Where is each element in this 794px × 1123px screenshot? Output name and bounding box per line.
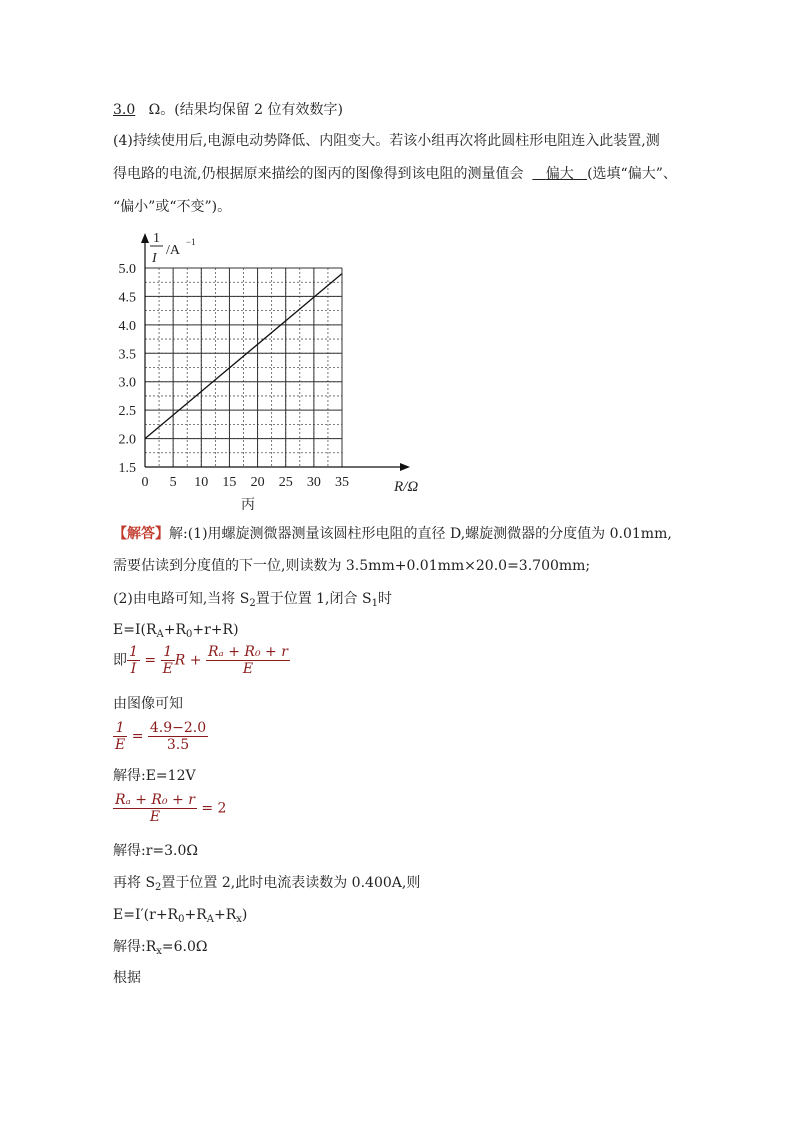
solution-line-2: 需要估读到分度值的下一位,则读数为 3.5mm+0.01mm×20.0=3.700mm; <box>113 558 591 574</box>
x-tick-label: 30 <box>306 475 321 490</box>
answer-line-3 <box>113 100 343 120</box>
y-tick-label: 2.0 <box>118 432 136 448</box>
y-axis-label-den: I <box>152 251 157 266</box>
last-line: 根据 <box>113 970 141 986</box>
q4-line-2: 得电路的电流,仍根据原来描绘的图丙的图像得到该电阻的测量值会 偏大 (选填“偏大”、 <box>113 166 677 182</box>
x-tick-label: 10 <box>194 475 209 490</box>
answer-value: 3.0 <box>113 102 136 118</box>
chart-labels <box>150 231 418 513</box>
solution-tag: 【解答】 <box>113 526 169 542</box>
solution-part-2: (2)由电路可知,当将 $S_2$置于位置 1,闭合 $S_1$时 <box>113 591 392 609</box>
y-axis-label-num: 1 <box>153 231 160 246</box>
solve-rx: 解得$:R_x=6.0\Omega$ <box>113 939 208 957</box>
from-graph: 由图像可知 <box>113 696 183 712</box>
solution-intro: 【解答】解:(1)用螺旋测微器测量该圆柱形电阻的直径 D,螺旋测微器的分度值为 0.01mm, <box>113 526 672 542</box>
x-axis-label: R/Ω <box>394 479 419 495</box>
x-tick-label: 20 <box>250 475 265 490</box>
y-tick-label: 5.0 <box>118 262 136 277</box>
equation-1: $E=I(R_A+R_0+r+R)$ <box>113 622 239 640</box>
frac-ra-r0-r-over-E: $\frac{\text{Rₐ + R₀ + r}}{E}$ <box>207 644 288 677</box>
q4-answer: 偏大 <box>545 166 574 182</box>
x-tick-label: 5 <box>169 475 177 490</box>
y-axis-label-exp: −1 <box>186 237 196 247</box>
graph-bing <box>100 225 430 515</box>
x-tick-label: 25 <box>278 475 293 490</box>
x-tick-label: 0 <box>141 475 149 490</box>
y-tick-label: 3.5 <box>118 347 136 363</box>
solution-part-2b: 再将 $S_2$置于位置 2,此时电流表读数为 0.400A,则 <box>113 875 421 893</box>
q4-line-1: (4)持续使用后,电源电动势降低、内阻变大。若该小组再次将此圆柱形电阻连入此装置,测 <box>113 133 660 149</box>
chart-axes <box>141 233 410 471</box>
q4-line-3: “偏小”或“不变”)。 <box>113 199 232 215</box>
solve-r: 解得:r=3.0Ω <box>113 843 199 859</box>
y-axis-label-unit: /A <box>166 243 180 258</box>
solve-E: 解得:E=12V <box>113 768 196 784</box>
equation-ji: 即 $\frac{1}{I}$ = $\frac{1}{E}$ R + $\frac{\text{Rₐ + R₀ + r}}{E}$ <box>113 644 288 677</box>
x-axis-arrow <box>400 463 410 471</box>
y-tick-label: 2.5 <box>118 404 136 420</box>
equation-3: $E=I'(r+R_0+R_A+R_x)$ <box>113 907 248 925</box>
frac-1-over-E: $\frac{1}{E}$ <box>162 644 173 677</box>
unit-note: Ω。(结果均保留 2 位有效数字) <box>148 102 343 118</box>
chart-caption: 丙 <box>241 498 255 513</box>
frac-1-over-E-2: $\frac{1}{E}$ <box>115 720 126 753</box>
x-tick-label: 35 <box>335 475 349 490</box>
y-tick-label: 3.0 <box>118 375 136 391</box>
y-tick-label: 1.5 <box>118 461 136 476</box>
equation-slope: $\frac{1}{E}$ = $\frac{4.9-2.0}{3.5}$ <box>115 720 207 753</box>
y-tick-label: 4.0 <box>118 318 136 334</box>
y-tick-label: 4.5 <box>118 290 136 306</box>
x-tick-label: 15 <box>222 475 237 490</box>
y-axis-arrow <box>141 233 149 243</box>
frac-1-over-I: $\frac{1}{I}$ <box>129 644 138 677</box>
frac-intercept: $\frac{\text{Rₐ + R₀ + r}}{E}$ <box>115 792 195 825</box>
equation-intercept: $\frac{\text{Rₐ + R₀ + r}}{E}$ = 2 <box>115 792 227 825</box>
frac-slope: $\frac{4.9-2.0}{3.5}$ <box>149 720 207 753</box>
